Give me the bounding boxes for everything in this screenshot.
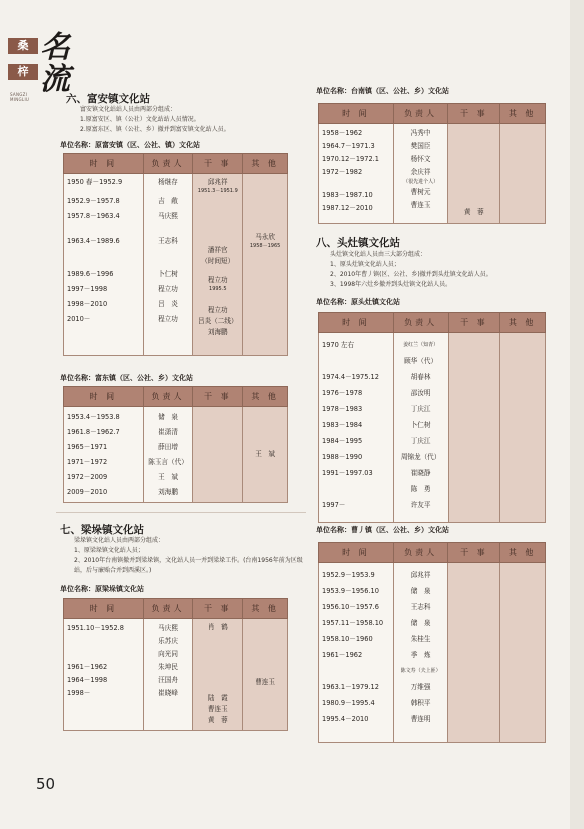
header-head: 负责人	[143, 387, 193, 407]
liangduo-unit-label: 单位名称：原梁垛镇文化站	[60, 585, 144, 593]
fuan-staff-col: 邱兆祥 1951.3－1951.9 潘祥官 （时间短） 程立功 1995.5 程立功 吕炎（二线） 刘海鹏	[193, 174, 243, 356]
liangduo-time-col: 1951.10－1952.8 1961－1962 1964－1998 1998－	[64, 619, 144, 731]
tainan-head-col: 冯秀中 樊国臣 杨怀文 余庆祥 （很先进个人） 曹树元 曹连玉	[393, 124, 448, 224]
fuan-unit-label: 单位名称：原富安镇（区、公社、镇）文化站	[60, 141, 200, 149]
section-7-title: 七、梁垛镇文化站	[60, 524, 144, 536]
tainan-table	[318, 103, 546, 224]
header-head: 负责人	[393, 313, 448, 333]
fuan-other-col: 马永欣 1958－1965	[243, 174, 288, 356]
caoding-unit-label: 单位名称：曹丿镇（区、公社、乡）文化站	[316, 526, 449, 534]
tainan-other-col	[500, 124, 546, 224]
caoding-time-col: 1952.9－1953.9 1953.9－1956.10 1956.10－1957.6 1957.11－1958.10 1958.10－1960 1961－1962 1963.1－1979.12 1980.9－1995.4 1995.4－2010	[319, 563, 394, 743]
section-8-title: 八、头灶镇文化站	[316, 237, 400, 249]
touzao-time-col: 1970 左右 1974.4－1975.12 1976－1978 1978－1983 1983－1984 1984－1995 1988－1990 1991－1997.03 1997－	[319, 333, 394, 523]
fudong-staff-col	[193, 407, 243, 503]
caoding-head-col: 邱兆祥 储 泉 王志科 储 泉 朱桂生 季 炼 陈文寿（夫上匪） 万维强 韩积平 曹连明	[393, 563, 448, 743]
header-staff: 干 事	[448, 104, 500, 124]
caoding-staff-col	[448, 563, 500, 743]
header-time: 时 间	[319, 104, 394, 124]
fudong-other-col: 王 斌	[243, 407, 288, 503]
touzao-unit-label: 单位名称：原头灶镇文化站	[316, 298, 400, 306]
liangduo-other-col: 曹连玉	[243, 619, 288, 731]
header-staff: 干 事	[193, 387, 243, 407]
header-staff: 干 事	[448, 543, 500, 563]
tainan-time-col: 1958－1962 1964.7－1971.3 1970.12－1972.1 1972－1982 1983－1987.10 1987.12－2010	[319, 124, 394, 224]
liangduo-staff-col: 肖 鹤 陆 霞 曹连玉 黄 蓉	[193, 619, 243, 731]
header-other: 其 他	[243, 154, 288, 174]
fuan-time-col: 1950 春－1952.9 1952.9－1957.8 1957.8－1963.4 1963.4－1989.6 1989.6－1996 1997－1998 1998－2010 2010－	[64, 174, 144, 356]
header-other: 其 他	[500, 543, 546, 563]
fudong-head-col: 储 泉 崔潇清 薛田增 陈玉言（代） 王 斌 刘海鹏	[143, 407, 193, 503]
header-time: 时 间	[319, 313, 394, 333]
page-number: 50	[36, 775, 56, 793]
touzao-head-col: 姜红兰（知青） 顾华（代） 胡春林 邵汝明 丁庆江 卜仁树 丁庆江 周锦龙（代） 崔晓静 陈 勇 许友平	[393, 333, 448, 523]
header-head: 负责人	[393, 543, 448, 563]
page-margin	[570, 0, 584, 829]
liangduo-head-col: 马庆熙 乐苏庆 向光同 朱坤民 汪国舟 崔晓峰	[143, 619, 193, 731]
section-6-intro: 富安镇文化站站人员由两部分组成： 1.原富安区、镇（公社）文化站站人员情况。 2.原富东区、镇（公社、乡）撤并到富安镇文化站人员。	[80, 106, 230, 133]
fuan-table	[63, 153, 288, 356]
logo-char-sang: 桑	[8, 38, 38, 54]
section-7-intro: 梁垛镇文化站人员由两部分组成： 1、原梁垛镇文化站人员； 2、2010年台南镇撤并到梁垛镇，文化站人员一并到梁垛工作。(台南1956年前为区级站，后与廉贻合并到西溪区。)	[74, 537, 303, 574]
touzao-table	[318, 312, 546, 523]
liangduo-table	[63, 598, 288, 731]
fudong-table	[63, 386, 288, 503]
logo-pinyin: SANGZI MINGLIU	[10, 92, 30, 102]
logo-char-zi: 梓	[8, 64, 38, 80]
fuan-head-col: 杨继存 吉 敞 马庆熙 王志科 卜仁树 程立功 吕 炎 程立功	[143, 174, 193, 356]
header-time: 时 间	[64, 387, 144, 407]
tainan-staff-col: 黄 蓉	[448, 124, 500, 224]
fudong-time-col: 1953.4－1953.8 1961.8－1962.7 1965－1971 1971－1972 1972－2009 2009－2010	[64, 407, 144, 503]
header-other: 其 他	[243, 387, 288, 407]
touzao-staff-col	[448, 333, 500, 523]
tainan-unit-label: 单位名称：台南镇（区、公社、乡）文化站	[316, 87, 449, 95]
header-other: 其 他	[500, 313, 546, 333]
fudong-unit-label: 单位名称：富东镇（区、公社、乡）文化站	[60, 374, 193, 382]
header-time: 时 间	[64, 599, 144, 619]
header-head: 负责人	[393, 104, 448, 124]
section-8-intro: 头灶镇文化站人员由三大部分组成： 1、原头灶镇文化站人员； 2、2010年曹丿镇(区、公社、乡)撤并到头灶镇文化站人员。 3、1998年六灶乡撤并到头灶镇文化站人员。	[330, 251, 492, 288]
header-other: 其 他	[500, 104, 546, 124]
header-time: 时 间	[319, 543, 394, 563]
touzao-other-col	[500, 333, 546, 523]
sangzi-mingliu-logo	[8, 30, 72, 100]
header-time: 时 间	[64, 154, 144, 174]
section-6-title: 六、富安镇文化站	[66, 93, 150, 105]
header-staff: 干 事	[193, 154, 243, 174]
header-head: 负责人	[143, 599, 193, 619]
caoding-other-col	[500, 563, 546, 743]
section-divider	[56, 512, 306, 513]
logo-brush-text: 名流	[40, 30, 70, 97]
header-staff: 干 事	[193, 599, 243, 619]
header-other: 其 他	[243, 599, 288, 619]
header-head: 负责人	[143, 154, 193, 174]
caoding-table	[318, 542, 546, 743]
header-staff: 干 事	[448, 313, 500, 333]
